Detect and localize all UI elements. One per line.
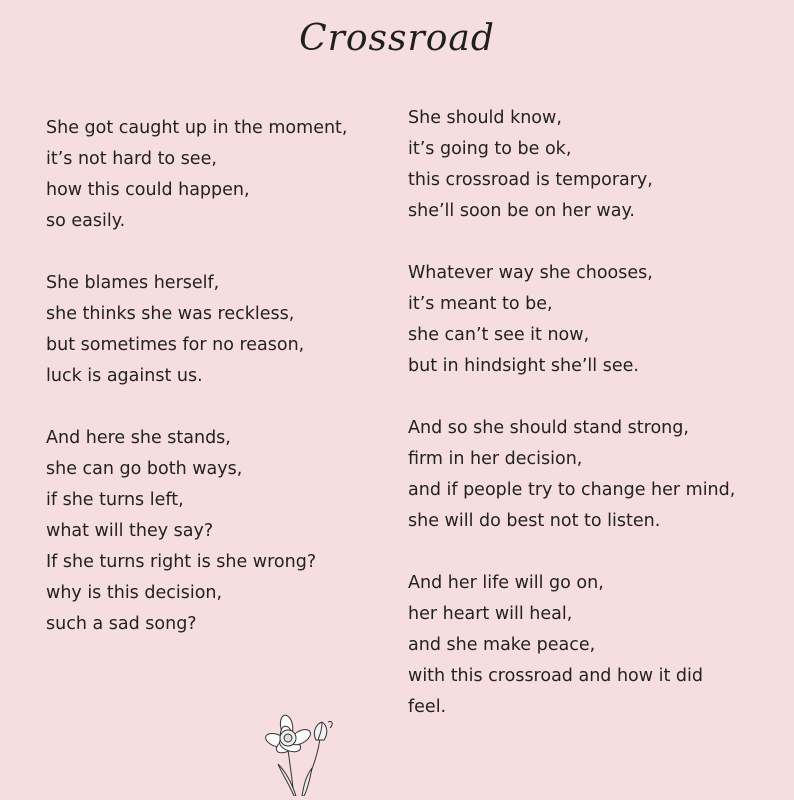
poem-line: how this could happen, bbox=[46, 180, 250, 200]
poem-line: She should know, bbox=[408, 108, 562, 128]
daffodil-icon bbox=[258, 704, 348, 796]
poem-line: her heart will heal, bbox=[408, 604, 573, 624]
poem-line: this crossroad is temporary, bbox=[408, 170, 653, 190]
poem-left-column bbox=[46, 113, 376, 671]
poem-line: what will they say? bbox=[46, 521, 214, 541]
poem-line: it’s not hard to see, bbox=[46, 149, 217, 169]
poem-line: feel. bbox=[408, 697, 447, 717]
stanza bbox=[46, 423, 376, 640]
poem-line: so easily. bbox=[46, 211, 126, 231]
poem-title: Crossroad bbox=[299, 18, 495, 59]
poem-line: And her life will go on, bbox=[408, 573, 604, 593]
poem-line: it’s going to be ok, bbox=[408, 139, 572, 159]
poem-line: and if people try to change her mind, bbox=[408, 480, 736, 500]
poem-line: and she make peace, bbox=[408, 635, 596, 655]
poem-line: And so she should stand strong, bbox=[408, 418, 689, 438]
stanza bbox=[408, 568, 748, 723]
poem-right-column bbox=[408, 103, 748, 754]
poem-line: firm in her decision, bbox=[408, 449, 583, 469]
poem-line: but sometimes for no reason, bbox=[46, 335, 305, 355]
poem-line: but in hindsight she’ll see. bbox=[408, 356, 639, 376]
stanza bbox=[408, 103, 748, 227]
stanza bbox=[408, 258, 748, 382]
poem-line: If she turns right is she wrong? bbox=[46, 552, 317, 572]
poem-line: Whatever way she chooses, bbox=[408, 263, 653, 283]
poem-line: she’ll soon be on her way. bbox=[408, 201, 635, 221]
poem-line: if she turns left, bbox=[46, 490, 184, 510]
stanza bbox=[408, 413, 748, 537]
poem-line: And here she stands, bbox=[46, 428, 231, 448]
poem-line: why is this decision, bbox=[46, 583, 223, 603]
poem-line: she thinks she was reckless, bbox=[46, 304, 295, 324]
poem-line: such a sad song? bbox=[46, 614, 197, 634]
poem-line: with this crossroad and how it did bbox=[408, 666, 703, 686]
stanza bbox=[46, 113, 376, 237]
poem-line: She blames herself, bbox=[46, 273, 220, 293]
poem-line: she can go both ways, bbox=[46, 459, 243, 479]
poem-line: it’s meant to be, bbox=[408, 294, 553, 314]
poem-line: luck is against us. bbox=[46, 366, 203, 386]
poem-line: She got caught up in the moment, bbox=[46, 118, 348, 138]
poem-line: she can’t see it now, bbox=[408, 325, 590, 345]
stanza bbox=[46, 268, 376, 392]
poem-line: she will do best not to listen. bbox=[408, 511, 661, 531]
